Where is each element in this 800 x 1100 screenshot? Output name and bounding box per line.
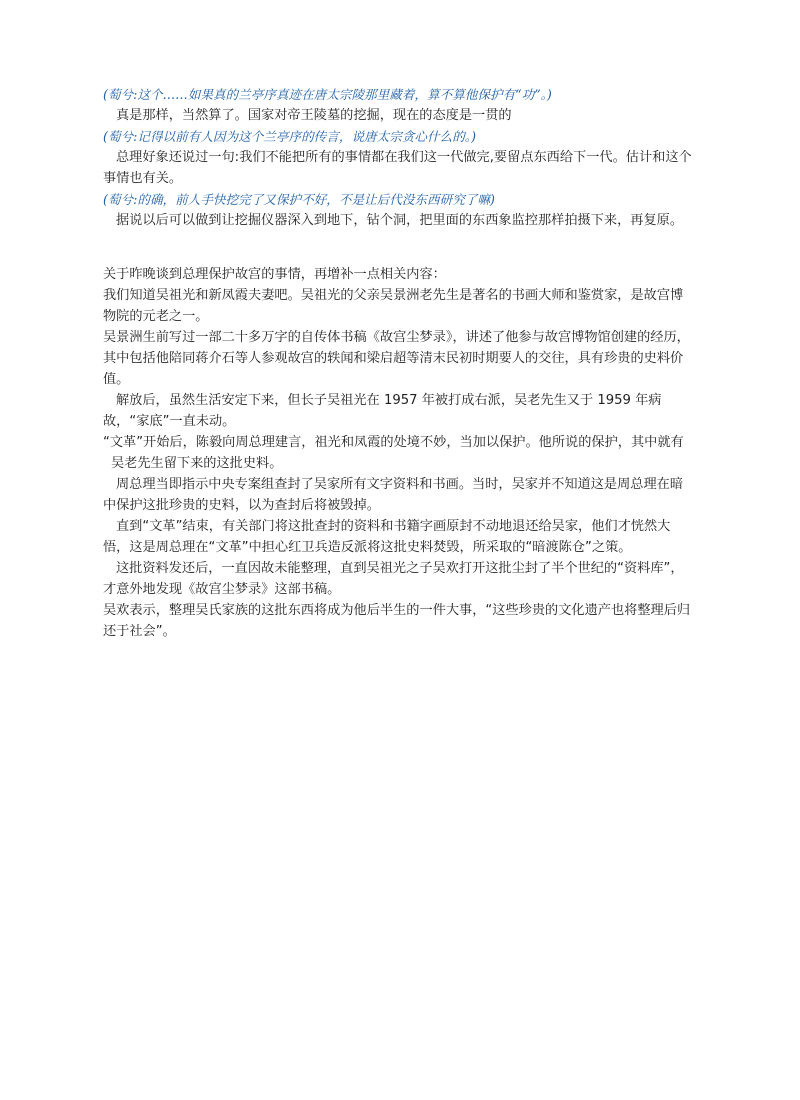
paragraph-3: 据说以后可以做到让挖掘仪器深入到地下，钻个洞，把里面的东西象监控那样拍摄下来，再复原。	[116, 213, 684, 228]
document-page	[103, 84, 693, 642]
paragraph-11: 吴欢表示，整理吴氏家族的这批东西将成为他后半生的一件大事，“这些珍贵的文化遗产也将整理后归还于社会”。	[103, 603, 691, 639]
paragraph-7: “文革”开始后，陈毅向周总理建言，祖光和凤霞的处境不妙，当加以保护。他所说的保护，其中就有吴老先生留下来的这批史料。	[103, 435, 684, 471]
comment-line-2: (萄兮:记得以前有人因为这个兰亭序的传言，说唐太宗贪心什么的。)	[103, 129, 476, 144]
comment-line-1: (萄兮:这个……如果真的兰亭序真迹在唐太宗陵那里藏着，算不算他保护有“功”。)	[103, 87, 552, 102]
paragraph-2: 总理好象还说过一句:我们不能把所有的事情都在我们这一代做完,要留点东西给下一代。估计和这个事情也有关。	[103, 150, 692, 186]
section-gap	[103, 231, 693, 264]
paragraph-8: 周总理当即指示中央专案组查封了吴家所有文字资料和书画。当时，吴家并不知道这是周总理在暗中保护这批珍贵的史料，以为查封后将被毁掉。	[103, 477, 684, 513]
paragraph-4: 我们知道吴祖光和新凤霞夫妻吧。吴祖光的父亲吴景洲老先生是著名的书画大师和鉴赏家，是故宫博物院的元老之一。	[103, 288, 684, 324]
paragraph-5: 吴景洲生前写过一部二十多万字的自传体书稿《故宫尘梦录》，讲述了他参与故宫博物馆创建的经历，其中包括他陪同蒋介石等人参观故宫的轶闻和梁启超等清末民初时期要人的交往，具有珍贵的史料价值。	[103, 330, 690, 387]
comment-line-3: (萄兮:的确，前人手快挖完了又保护不好，不是让后代没东西研究了嘛)	[103, 192, 495, 207]
paragraph-9: 直到“文革”结束，有关部门将这批查封的资料和书籍字画原封不动地退还给吴家，他们才恍然大悟，这是周总理在“文革”中担心红卫兵造反派将这批史料焚毁，所采取的“暗渡陈仓”之策。	[103, 519, 671, 555]
paragraph-1: 真是那样，当然算了。国家对帝王陵墓的挖掘，现在的态度是一贯的	[116, 108, 512, 123]
section-heading: 关于昨晚谈到总理保护故宫的事情，再增补一点相关内容：	[103, 267, 446, 282]
paragraph-6: 解放后，虽然生活安定下来，但长子吴祖光在 1957 年被打成右派，吴老先生又于 1959 年病故，“家底”一直未动。	[103, 393, 662, 429]
paragraph-10: 这批资料发还后，一直因故未能整理，直到吴祖光之子吴欢打开这批尘封了半个世纪的“资料库”，才意外地发现《故宫尘梦录》这部书稿。	[103, 561, 684, 597]
